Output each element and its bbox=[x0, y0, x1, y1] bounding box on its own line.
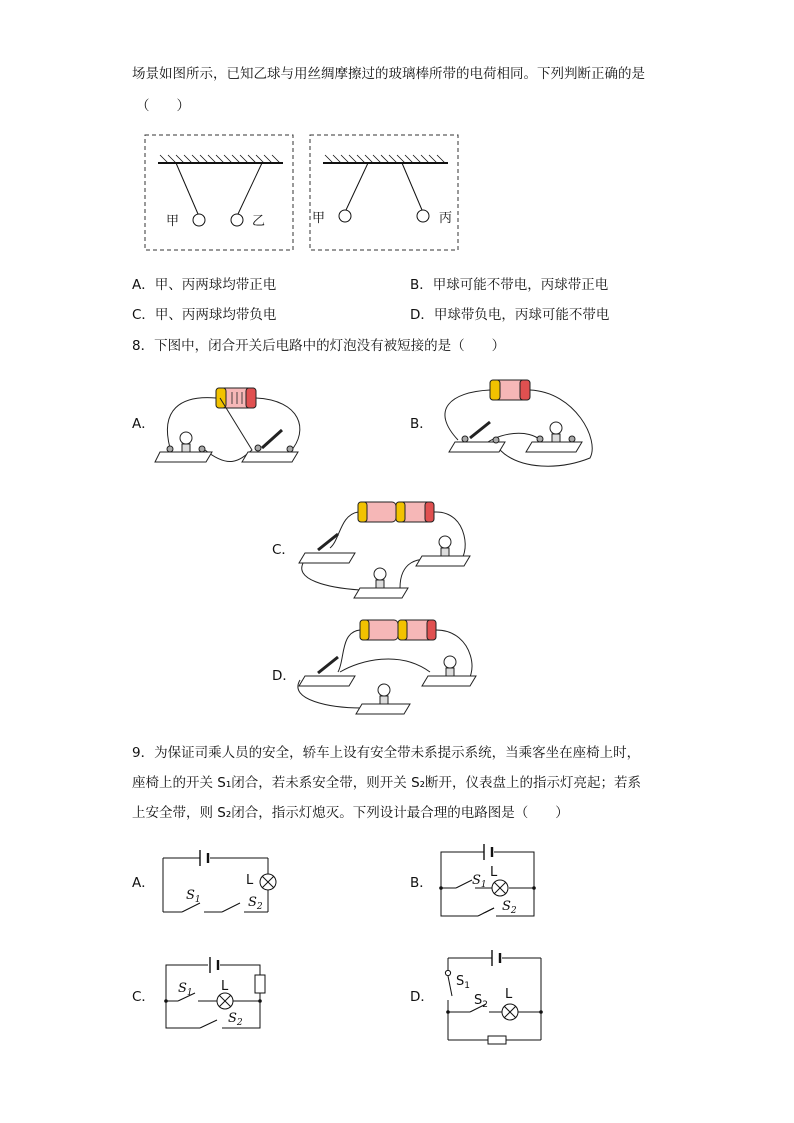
q8-label-a: A． bbox=[132, 416, 155, 432]
q9-label-d: D． bbox=[410, 989, 434, 1005]
svg-text:S1: $S_1$ bbox=[178, 981, 193, 998]
q7-option-b: B．甲球可能不带电，丙球带正电 bbox=[410, 277, 609, 293]
q7-option-a: A．甲、丙两球均带正电 bbox=[132, 277, 277, 293]
q9-label-a: A． bbox=[132, 875, 155, 891]
q9-stem-line3: 上安全带，则 S₂闭合，指示灯熄灭。下列设计最合理的电路图是（ ） bbox=[132, 805, 569, 821]
svg-text:S1: $S_1$ bbox=[472, 873, 487, 890]
svg-text:L: L bbox=[246, 873, 254, 888]
q8-stem: 8．下图中，闭合开关后电路中的灯泡没有被短接的是（ ） bbox=[132, 338, 506, 354]
svg-text:S2: $S_2$ bbox=[248, 895, 263, 912]
svg-text:S2: $S_2$ bbox=[228, 1011, 243, 1028]
q9-stem-line2: 座椅上的开关 S₁闭合，若未系安全带，则开关 S₂断开，仪表盘上的指示灯亮起；若系 bbox=[132, 775, 642, 791]
q9-stem-line1: 9．为保证司乘人员的安全，轿车上设有安全带未系提示系统，当乘客坐在座椅上时， bbox=[132, 745, 641, 761]
q8-label-c: C． bbox=[272, 542, 295, 558]
q8-label-d: D． bbox=[272, 668, 296, 684]
ball-yi-label: 乙 bbox=[252, 214, 266, 229]
q7-stem-line1: 场景如图所示，已知乙球与用丝绸摩擦过的玻璃棒所带的电荷相同。下列判断正确的是 bbox=[132, 66, 645, 82]
ball-bing-label: 丙 bbox=[439, 211, 453, 226]
svg-text:S1: $S_1$ bbox=[186, 888, 201, 905]
q9-label-c: C． bbox=[132, 989, 155, 1005]
ball-jia-label-2: 甲 bbox=[312, 211, 326, 226]
q7-option-d: D．甲球带负电，丙球可能不带电 bbox=[410, 307, 610, 323]
svg-text:S2: $S_2$ bbox=[502, 899, 517, 916]
ball-jia-label: 甲 bbox=[166, 214, 180, 229]
q7-option-c: C．甲、丙两球均带负电 bbox=[132, 307, 277, 323]
q8-label-b: B． bbox=[410, 416, 433, 432]
q7-stem-line2: （ ） bbox=[136, 98, 190, 114]
svg-text:L: L bbox=[490, 865, 498, 880]
svg-text:S1: $S_1$ bbox=[456, 974, 470, 991]
svg-text:L: L bbox=[505, 987, 513, 1002]
svg-text:L: L bbox=[221, 979, 229, 994]
lamp-icon bbox=[502, 1004, 518, 1020]
q9-label-b: B． bbox=[410, 875, 433, 891]
svg-text:S2: $S_2$ bbox=[474, 993, 488, 1010]
